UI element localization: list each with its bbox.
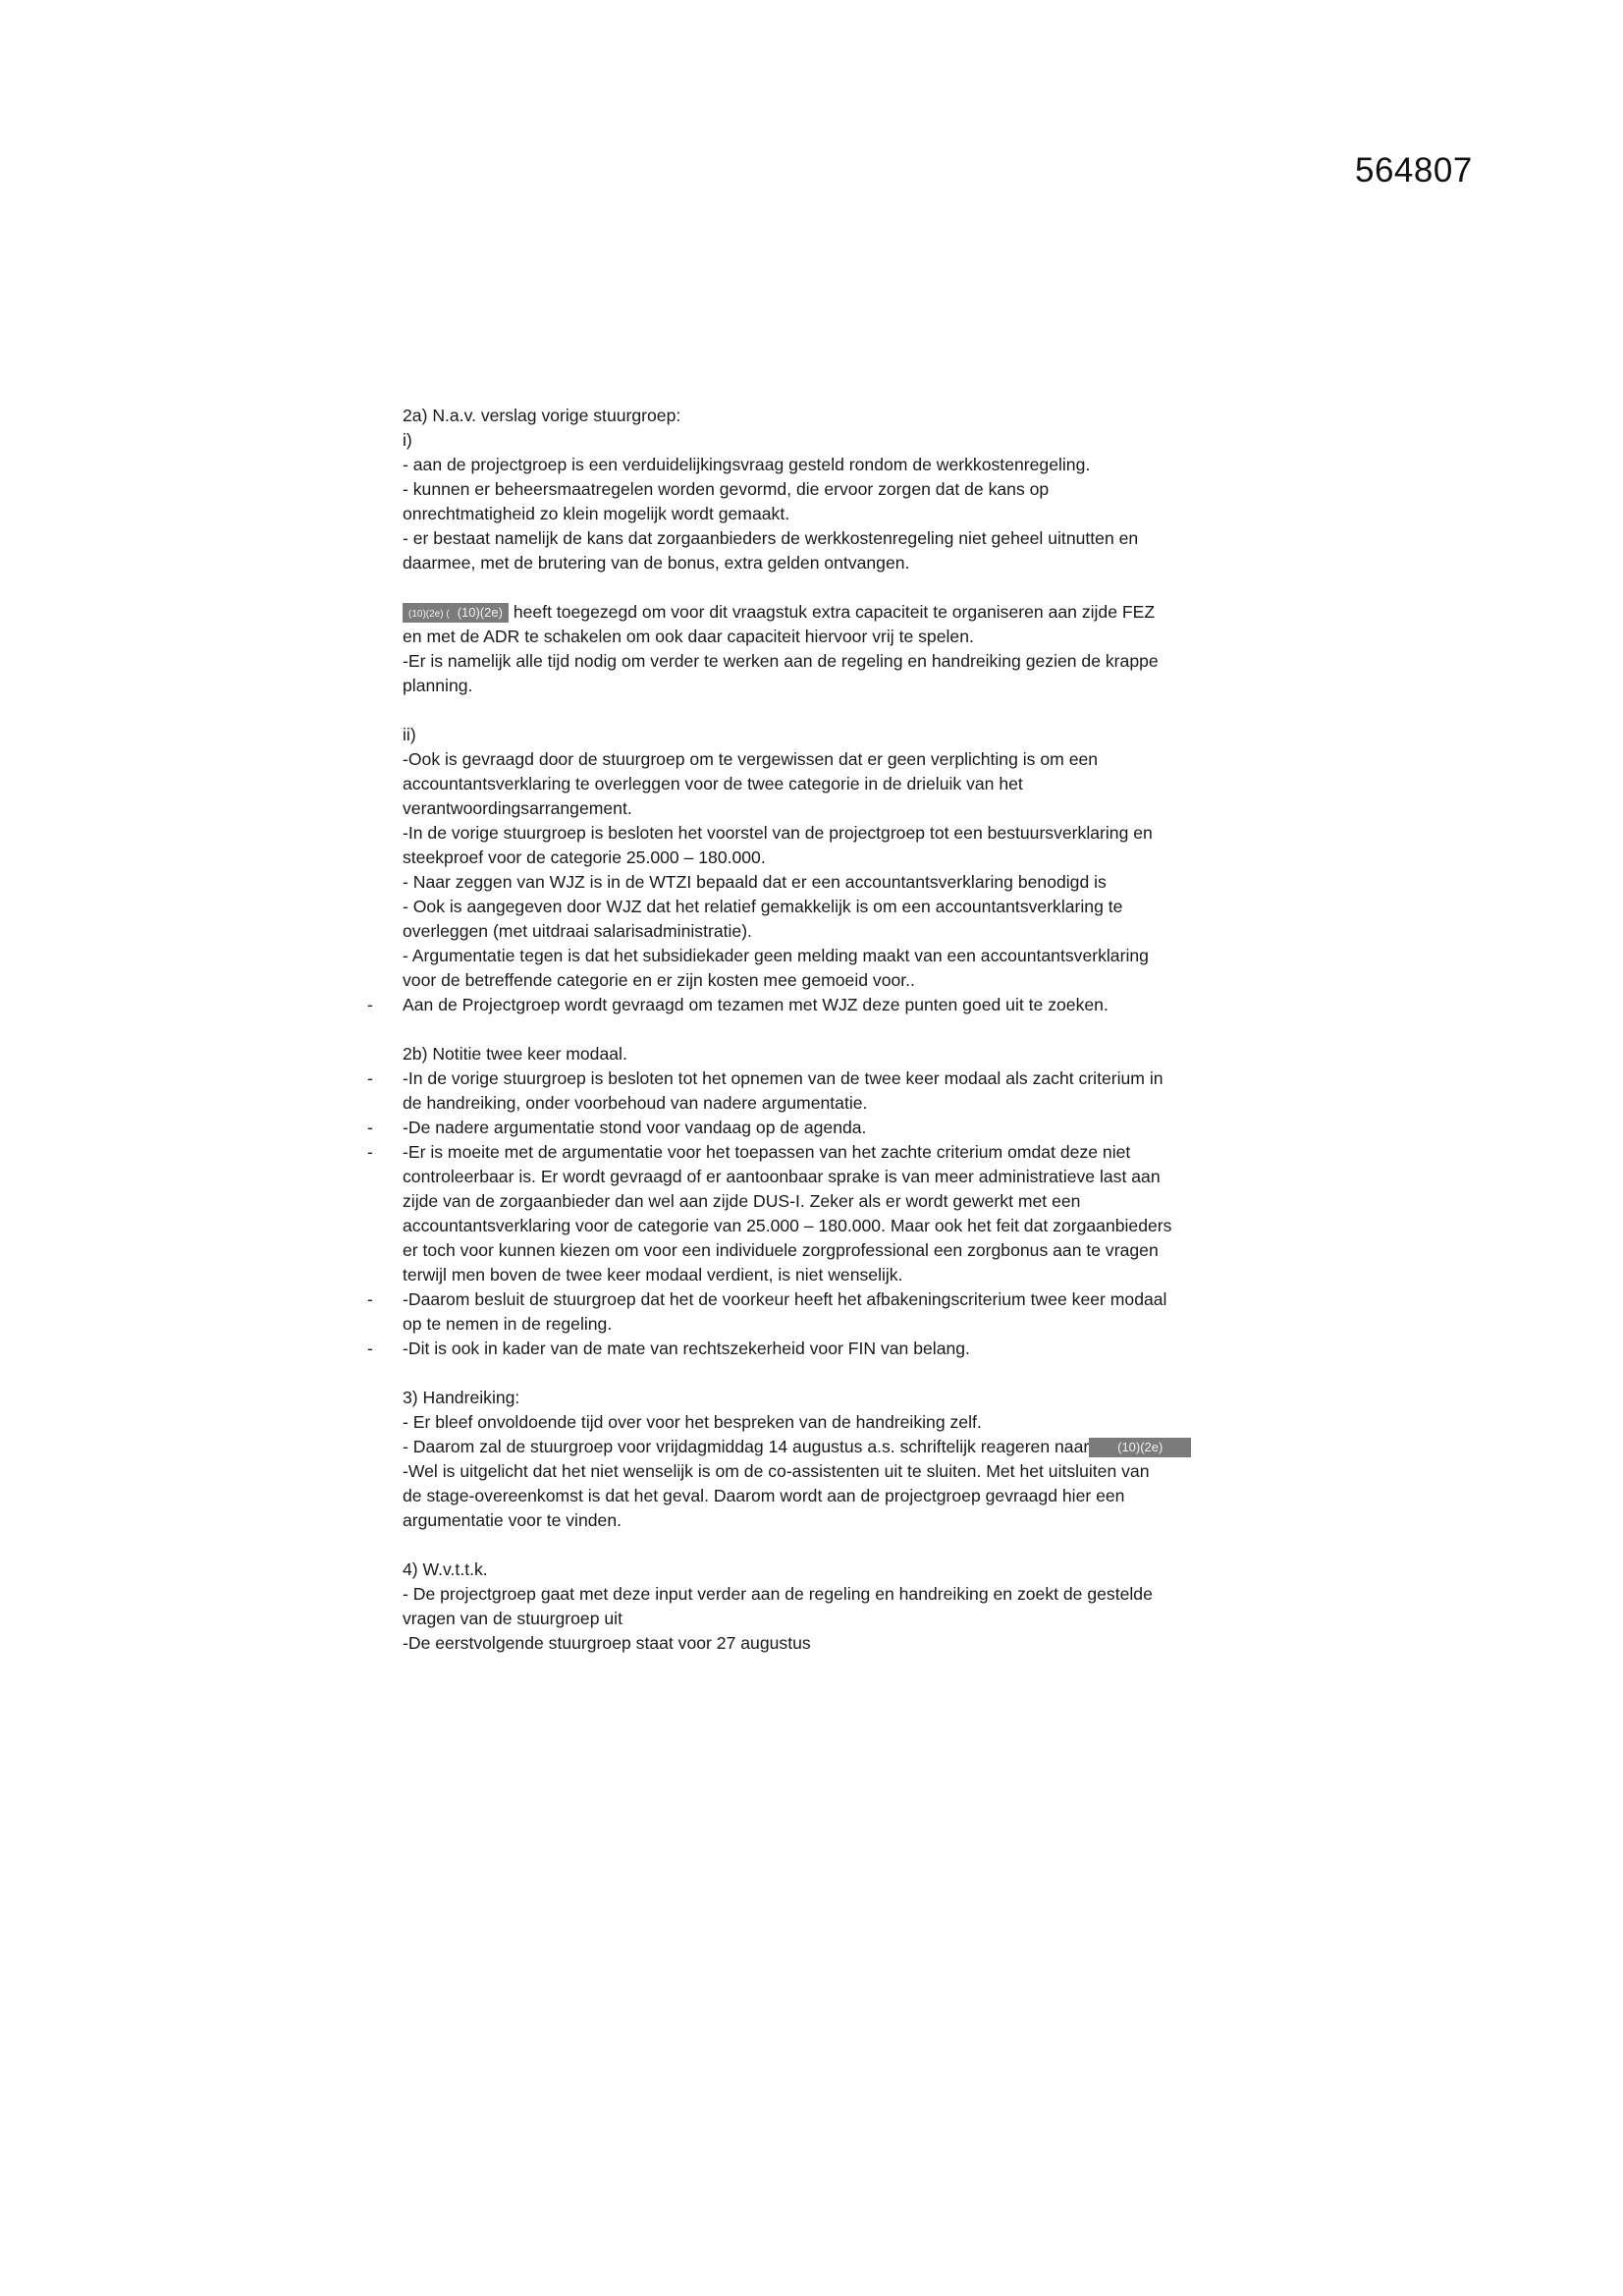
text-line: controleerbaar is. Er wordt gevraagd of er aantoonbaar sprake is van meer administratieve last aan bbox=[403, 1167, 1161, 1186]
bullet-item: - Aan de Projectgroep wordt gevraagd om tezamen met WJZ deze punten goed uit te zoeken. bbox=[403, 993, 1247, 1017]
bullet-dash: - bbox=[367, 1118, 373, 1137]
bullet-item: - -Daarom besluit de stuurgroep dat het de voorkeur heeft het afbakeningscriterium twee keer modaal bbox=[403, 1287, 1247, 1312]
bullet-item: - -Er is moeite met de argumentatie voor het toepassen van het zachte criterium omdat deze niet bbox=[403, 1140, 1247, 1165]
text-line: en met de ADR te schakelen om ook daar capaciteit hiervoor vrij te spelen. bbox=[403, 627, 974, 646]
text-line: op te nemen in de regeling. bbox=[403, 1314, 613, 1334]
text-line: accountantsverklaring voor de categorie van 25.000 – 180.000. Maar ook het feit dat zorgaanbieders bbox=[403, 1216, 1172, 1235]
heading-2a: 2a) N.a.v. verslag vorige stuurgroep: bbox=[403, 406, 681, 425]
text-line: accountantsverklaring te overleggen voor de twee categorie in de drieluik van het bbox=[403, 774, 1023, 793]
text-line: terwijl men boven de twee keer modaal verdient, is niet wenselijk. bbox=[403, 1265, 903, 1285]
heading-3: 3) Handreiking: bbox=[403, 1388, 520, 1407]
bullet-item: - -De nadere argumentatie stond voor vandaag op de agenda. bbox=[403, 1116, 1247, 1140]
text-line: -In de vorige stuurgroep is besloten het voorstel van de projectgroep tot een bestuursverklaring en bbox=[403, 823, 1153, 843]
subheading-ii: ii) bbox=[403, 725, 416, 744]
text-line: voor de betreffende categorie en er zijn kosten mee gemoeid voor.. bbox=[403, 970, 915, 990]
text-line: - aan de projectgroep is een verduidelijkingsvraag gesteld rondom de werkkostenregeling. bbox=[403, 455, 1091, 474]
text-line: verantwoordingsarrangement. bbox=[403, 798, 632, 818]
text-line: zijde van de zorgaanbieder dan wel aan zijde DUS-I. Zeker als er wordt gewerkt met een bbox=[403, 1191, 1081, 1211]
bullet-dash: - bbox=[367, 1142, 373, 1162]
text-line: -Wel is uitgelicht dat het niet wenselijk is om de co-assistenten uit te sluiten. Met het uitsluiten van bbox=[403, 1461, 1150, 1481]
bullet-dash: - bbox=[367, 1068, 373, 1088]
subheading-i: i) bbox=[403, 430, 412, 450]
text-line: - Argumentatie tegen is dat het subsidiekader geen melding maakt van een accountantsverklaring bbox=[403, 946, 1149, 965]
redaction-box: (10)(2e) bbox=[1089, 1438, 1191, 1457]
document-number: 564807 bbox=[1355, 151, 1473, 190]
text-line: - er bestaat namelijk de kans dat zorgaanbieders de werkkostenregeling niet geheel uitnutten en bbox=[403, 528, 1139, 548]
text-line-with-redaction: (10)(2e) ( (10)(2e) heeft toegezegd om voor dit vraagstuk extra capaciteit te organiseren aan zijde FEZ bbox=[403, 600, 1247, 625]
bullet-item: - -Dit is ook in kader van de mate van rechtszekerheid voor FIN van belang. bbox=[403, 1337, 1247, 1361]
heading-2b: 2b) Notitie twee keer modaal. bbox=[403, 1044, 627, 1064]
text-line: onrechtmatigheid zo klein mogelijk wordt gemaakt. bbox=[403, 504, 790, 523]
text-line: - Naar zeggen van WJZ is in de WTZI bepaald dat er een accountantsverklaring benodigd is bbox=[403, 872, 1107, 892]
text-line: -De eerstvolgende stuurgroep staat voor 27 augustus bbox=[403, 1633, 811, 1653]
bullet-dash: - bbox=[367, 1339, 373, 1358]
text-line: -Er is namelijk alle tijd nodig om verder te werken aan de regeling en handreiking gezien de krappe bbox=[403, 651, 1159, 671]
text-line: planning. bbox=[403, 676, 473, 695]
text-line: -Ook is gevraagd door de stuurgroep om te vergewissen dat er geen verplichting is om een bbox=[403, 749, 1099, 769]
bullet-dash: - bbox=[367, 1289, 373, 1309]
document-body bbox=[367, 404, 1247, 1656]
text-line: - Er bleef onvoldoende tijd over voor het bespreken van de handreiking zelf. bbox=[403, 1412, 982, 1432]
text-line: argumentatie voor te vinden. bbox=[403, 1510, 622, 1530]
text-line-with-redaction: - Daarom zal de stuurgroep voor vrijdagmiddag 14 augustus a.s. schriftelijk reageren naar (10)(2e) bbox=[403, 1435, 1247, 1459]
text-line: vragen van de stuurgroep uit bbox=[403, 1609, 622, 1628]
text-line: - De projectgroep gaat met deze input verder aan de regeling en handreiking en zoekt de gestelde bbox=[403, 1584, 1153, 1604]
bullet-item: - -In de vorige stuurgroep is besloten tot het opnemen van de twee keer modaal als zacht criterium in bbox=[403, 1066, 1247, 1091]
text-line: - Ook is aangegeven door WJZ dat het relatief gemakkelijk is om een accountantsverklaring te bbox=[403, 897, 1123, 916]
redaction-box: (10)(2e) ( (10)(2e) bbox=[403, 603, 509, 623]
text-line: daarmee, met de brutering van de bonus, extra gelden ontvangen. bbox=[403, 553, 910, 573]
text-line: er toch voor kunnen kiezen om voor een individuele zorgprofessional een zorgbonus aan te vragen bbox=[403, 1240, 1159, 1260]
bullet-dash: - bbox=[367, 995, 373, 1014]
text-line: overleggen (met uitdraai salarisadministratie). bbox=[403, 921, 752, 941]
text-line: - kunnen er beheersmaatregelen worden gevormd, die ervoor zorgen dat de kans op bbox=[403, 479, 1050, 499]
heading-4: 4) W.v.t.t.k. bbox=[403, 1559, 488, 1579]
text-line: de handreiking, onder voorbehoud van nadere argumentatie. bbox=[403, 1093, 868, 1113]
text-line: steekproef voor de categorie 25.000 – 180.000. bbox=[403, 847, 766, 867]
text-line: de stage-overeenkomst is dat het geval. Daarom wordt aan de projectgroep gevraagd hier een bbox=[403, 1486, 1125, 1505]
